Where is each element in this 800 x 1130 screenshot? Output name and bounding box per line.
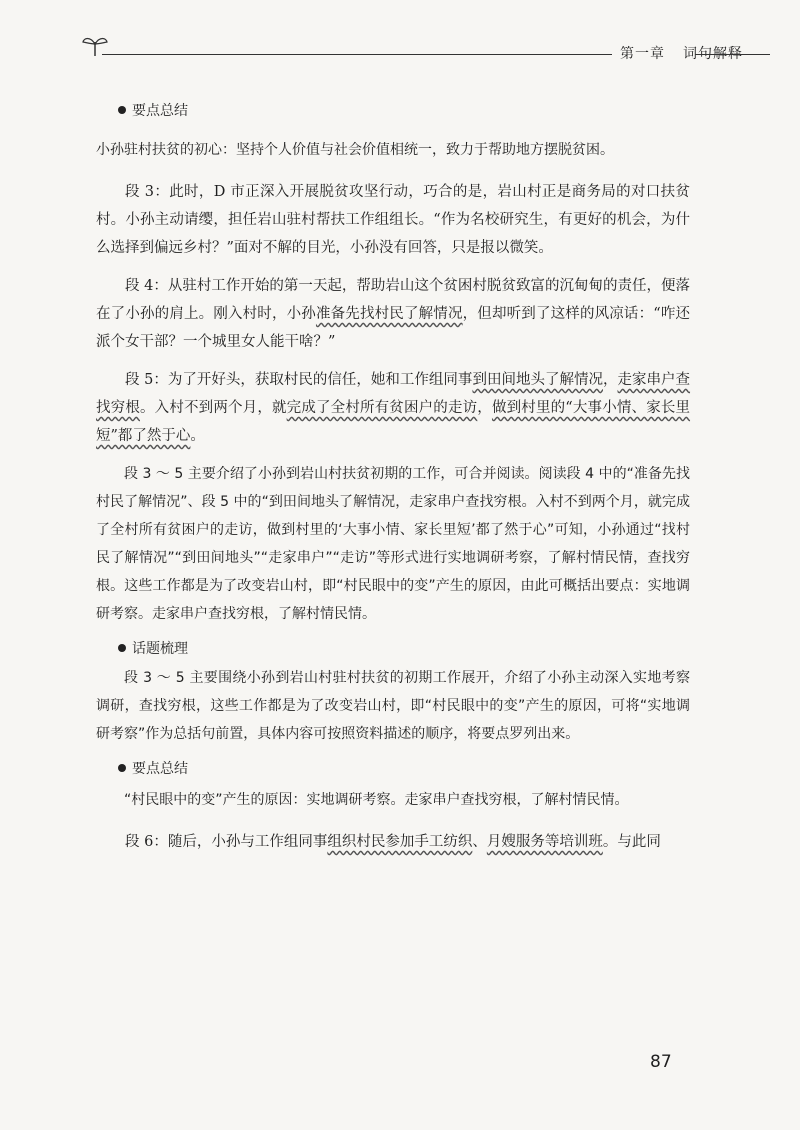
underlined-phrase: 月嫂服务等培训班 [486, 834, 603, 850]
chapter-section: 词句解释 [683, 46, 743, 62]
header-rule-left [102, 54, 612, 55]
bullet-icon [118, 644, 126, 652]
paragraph-6 [96, 828, 690, 856]
text: 段 4：从驻村工作开始的第一天起，帮助岩山这个贫困村脱贫致富的沉甸甸的责任，便落在了小孙的肩上。刚入村时，小孙 [96, 278, 690, 322]
text: ， [477, 400, 492, 416]
text: ，但却听到了这样的风凉话：“咋还派个女干部？一个城里女人能干啥？” [96, 306, 691, 350]
section-heading [118, 100, 690, 120]
summary-paragraph: “村民眼中的变”产生的原因：实地调研考察。走家串户查找穷根，了解村情民情。 [124, 792, 629, 808]
page-body [96, 100, 690, 866]
underlined-phrase: 准备先找村民了解情况 [315, 306, 463, 322]
underlined-phrase: 走家串户查找穷根 [96, 372, 691, 416]
underlined-phrase: 到田间地头了解情况 [472, 372, 603, 388]
section-heading [118, 638, 690, 658]
underlined-phrase: 做到村里的“大事小情、家长里短”都了然于心 [96, 400, 691, 444]
bullet-icon [118, 764, 126, 772]
underlined-phrase: 组织村民参加手工纺织 [327, 834, 473, 850]
text: 段 5：为了开好头，获取村民的信任，她和工作组同事 [125, 372, 473, 388]
summary-paragraph: 小孙驻村扶贫的初心：坚持个人价值与社会价值相统一，致力于帮助地方摆脱贫困。 [96, 142, 614, 158]
heading-text: 话题梳理 [132, 641, 188, 657]
paragraph-5 [96, 366, 690, 450]
underlined-phrase: 完成了全村所有贫困户的走访 [286, 400, 478, 416]
chapter-title [620, 43, 761, 63]
paragraph-3: 段 3：此时，D 市正深入开展脱贫攻坚行动，巧合的是，岩山村正是商务局的对口扶贫村。小孙主动请缨，担任岩山驻村帮扶工作组组长。“作为名校研究生，有更好的机会，为什么选择到偏远乡村？”面对不解的目光，小孙没有回答，只是报以微笑。 [96, 184, 690, 256]
text: 段 6：随后，小孙与工作组同事 [125, 834, 328, 850]
page-number: 87 [650, 1052, 672, 1072]
text: 。入村不到两个月，就 [140, 400, 287, 416]
text: ， [602, 372, 618, 388]
heading-text: 要点总结 [132, 103, 188, 119]
page-header [80, 30, 770, 70]
text: 、 [472, 834, 487, 850]
bullet-icon [118, 106, 126, 114]
chapter-number: 第一章 [620, 46, 665, 62]
analysis-paragraph-1: 段 3 ～ 5 主要介绍了小孙到岩山村扶贫初期的工作，可合并阅读。阅读段 4 中的“准备先找村民了解情况”、段 5 中的“到田间地头了解情况，走家串户查找穷根。入村不到两个月，就完成了全村所有贫困户的走访，做到村里的‘大事小情、家长里短’都了然于心”可知，小孙通过“找村民了解情况”“到田间地头”“走家串户”“走访”等形式进行实地调研考察，了解村情民情，查找穷根。这些工作都是为了改变岩山村，即“村民眼中的变”产生的原因，由此可概括出要点：实地调研考察。走家串户查找穷根，了解村情民情。 [96, 466, 690, 622]
analysis-paragraph-2: 段 3 ～ 5 主要围绕小孙到岩山村驻村扶贫的初期工作展开，介绍了小孙主动深入实地考察调研，查找穷根，这些工作都是为了改变岩山村，即“村民眼中的变”产生的原因，可将“实地调研考察”作为总括句前置，具体内容可按照资料描述的顺序，将要点罗列出来。 [96, 670, 690, 742]
text: 。与此同 [602, 834, 661, 850]
text: 。 [190, 428, 205, 444]
header-rule-right [695, 54, 770, 55]
paragraph-4 [96, 272, 690, 356]
section-heading [118, 758, 690, 778]
heading-text: 要点总结 [132, 761, 188, 777]
sprout-icon [80, 30, 110, 60]
